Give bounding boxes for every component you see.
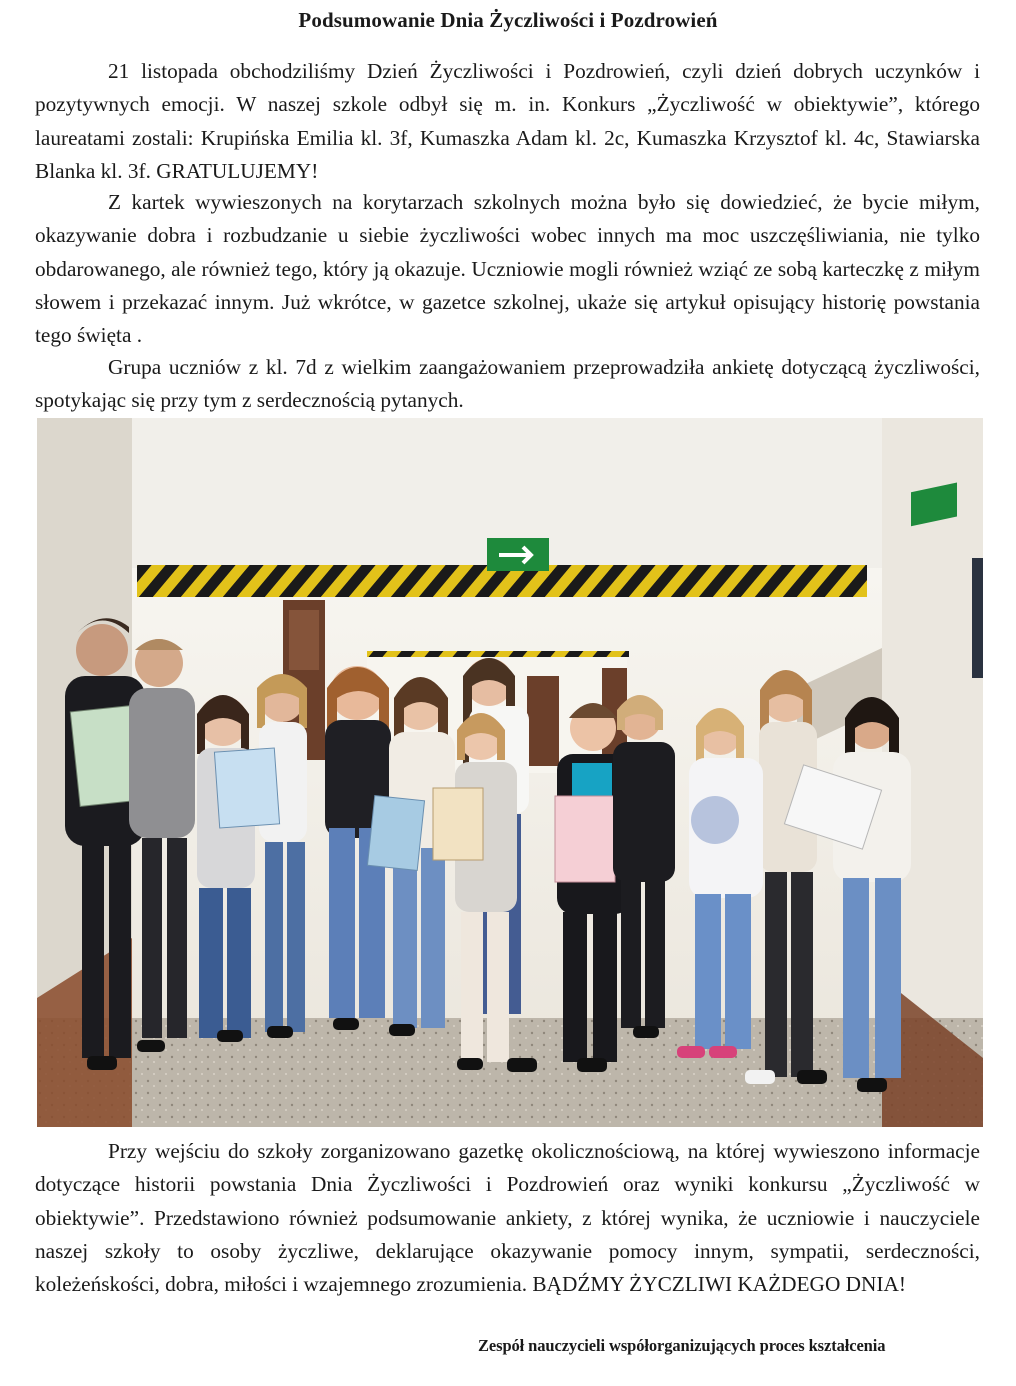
paragraph-cards: Z kartek wywieszonych na korytarzach szkolnych można było się dowiedzieć, że bycie miłym, okazywanie dobra i rozbudzanie u siebie życzliwości wobec innych ma moc uszczęśliwiania, nie tylko obdarowanego, ale również tego, który ją okazuje. Uczniowie mogli również wziąć ze sobą karteczkę z miłym słowem i przekazać innym. Już wkrótce, w gazetce szkolnej, ukaże się artykuł opisujący historię powstania tego święta . [35, 190, 980, 348]
group-photo [37, 418, 983, 1127]
paragraph-summary: Przy wejściu do szkoły zorganizowano gazetkę okolicznościową, na której wywieszono informacje dotyczące historii powstania Dnia Życzliwości i Pozdrowień oraz wyniki konkursu „Życzliwość w obiektywie”. Przedstawiono również podsumowanie ankiety, z której wynika, że uczniowie i nauczyciele naszej szkoły to osoby życzliwe, deklarujące okazywanie pomocy innym, sympatii, serdeczności, koleżeńskości, dobra, miłości i wzajemnego zrozumienia. BĄDŹMY ŻYCZLIWI KAŻDEGO DNIA! [35, 1139, 980, 1297]
document-title: Podsumowanie Dnia Życzliwości i Pozdrowień [298, 8, 718, 32]
paragraph-survey: Grupa uczniów z kl. 7d z wielkim zaangażowaniem przeprowadziła ankietę dotyczącą życzliwości, spotykając się przy tym z serdecznością pytanych. [35, 355, 980, 413]
paragraph-intro: 21 listopada obchodziliśmy Dzień Życzliwości i Pozdrowień, czyli dzień dobrych uczynków i pozytywnych emocji. W naszej szkole odbył się m. in. Konkurs „Życzliwość w obiektywie”, którego laureatami zostali: Krupińska Emilia kl. 3f, Kumaszka Adam kl. 2c, Kumaszka Krzysztof kl. 4c, Stawiarska Blanka kl. 3f. GRATULUJEMY! [35, 59, 980, 183]
signature: Zespół nauczycieli współorganizujących proces kształcenia [478, 1336, 886, 1355]
